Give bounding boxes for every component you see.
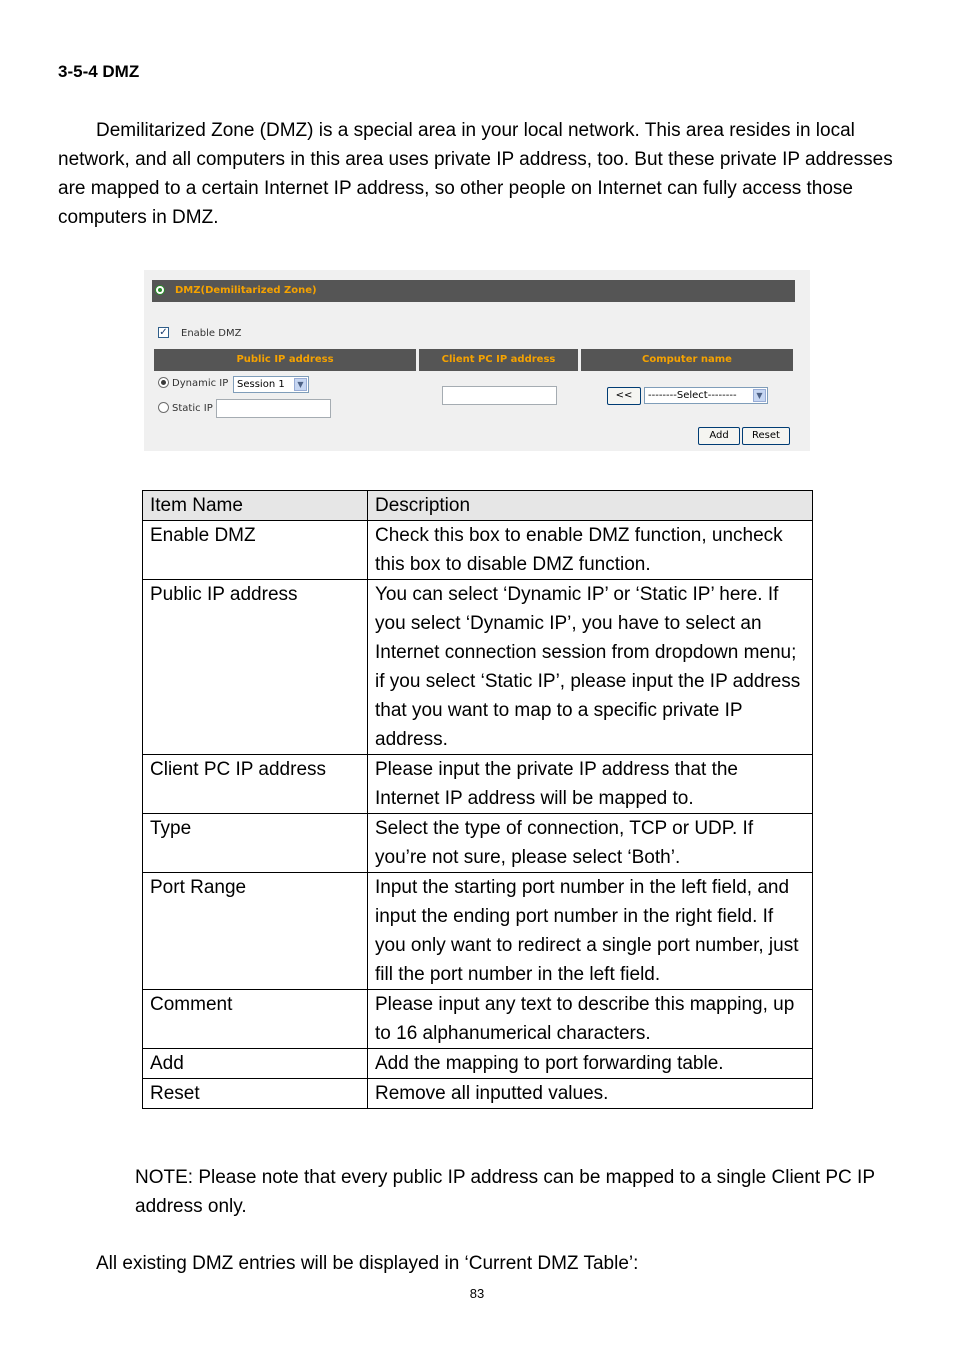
table-row	[143, 755, 813, 814]
footer-paragraph: All existing DMZ entries will be displayed in ‘Current DMZ Table’:	[96, 1253, 639, 1274]
table-row	[143, 873, 813, 990]
item-name-cell: Client PC IP address	[143, 755, 368, 814]
header-description: Description	[368, 491, 813, 521]
table-row	[143, 1079, 813, 1109]
enable-dmz-checkbox[interactable]: ✓	[159, 327, 168, 338]
bullet-icon	[155, 285, 165, 295]
enable-dmz-label: Enable DMZ	[181, 328, 242, 339]
description-cell: Please input the private IP address that the Internet IP address will be mapped to.	[368, 755, 813, 814]
dynamic-ip-label: Dynamic IP	[172, 378, 229, 389]
item-name-cell: Comment	[143, 990, 368, 1049]
static-ip-input[interactable]	[216, 399, 331, 418]
panel-title: DMZ(Demilitarized Zone)	[175, 285, 317, 296]
add-button[interactable]: Add	[698, 427, 740, 445]
dynamic-ip-radio[interactable]	[158, 377, 169, 388]
session-select[interactable]	[233, 376, 309, 393]
item-description-table	[142, 490, 813, 1109]
column-client-pc-ip: Client PC IP address	[419, 349, 578, 371]
page-number: 83	[469, 1286, 485, 1301]
chevron-down-icon: ▼	[294, 378, 307, 391]
section-heading: 3-5-4 DMZ	[58, 62, 140, 81]
description-cell: You can select ‘Dynamic IP’ or ‘Static IP’ here. If you select ‘Dynamic IP’, you have to select an Internet connection session from dropdown menu; if you select ‘Static IP’, please input the IP address that you want to map to a specific private IP address.	[368, 580, 813, 755]
panel-title-bar	[152, 280, 795, 302]
column-public-ip: Public IP address	[154, 349, 416, 371]
item-name-cell: Type	[143, 814, 368, 873]
computer-name-select[interactable]	[644, 387, 768, 404]
description-cell: Select the type of connection, TCP or UDP. If you’re not sure, please select ‘Both’.	[368, 814, 813, 873]
description-cell: Please input any text to describe this mapping, up to 16 alphanumerical characters.	[368, 990, 813, 1049]
static-ip-radio[interactable]	[158, 402, 169, 413]
client-pc-ip-input[interactable]	[442, 386, 557, 405]
table-header-row	[143, 491, 813, 521]
dmz-settings-screenshot	[144, 270, 810, 451]
description-cell: Input the starting port number in the left field, and input the ending port number in the right field. If you only want to redirect a single port number, just fill the port number in the left field.	[368, 873, 813, 990]
intro-text: Demilitarized Zone (DMZ) is a special area in your local network. This area resides in local network, and all computers in this area uses private IP address, too. But these private IP addresses are mapped to a certain Internet IP address, so other people on Internet can fully access those computers in DMZ.	[58, 120, 893, 228]
column-computer-name: Computer name	[581, 349, 793, 371]
item-name-cell: Port Range	[143, 873, 368, 990]
description-cell: Add the mapping to port forwarding table.	[368, 1049, 813, 1079]
computer-select-value: --------Select--------	[648, 390, 737, 401]
intro-paragraph	[58, 116, 898, 232]
description-cell: Remove all inputted values.	[368, 1079, 813, 1109]
description-cell: Check this box to enable DMZ function, uncheck this box to disable DMZ function.	[368, 521, 813, 580]
header-item-name: Item Name	[143, 491, 368, 521]
reset-button[interactable]: Reset	[742, 427, 790, 445]
table-row	[143, 990, 813, 1049]
table-row	[143, 580, 813, 755]
item-name-cell: Add	[143, 1049, 368, 1079]
table-row	[143, 521, 813, 580]
item-name-cell: Public IP address	[143, 580, 368, 755]
table-row	[143, 1049, 813, 1079]
copy-computer-button[interactable]: <<	[607, 387, 641, 405]
session-select-value: Session 1	[237, 379, 285, 390]
static-ip-label: Static IP	[172, 403, 213, 414]
table-row	[143, 814, 813, 873]
chevron-down-icon: ▼	[753, 389, 766, 402]
item-name-cell: Reset	[143, 1079, 368, 1109]
note-text: NOTE: Please note that every public IP address can be mapped to a single Client PC IP address only.	[135, 1167, 875, 1217]
item-name-cell: Enable DMZ	[143, 521, 368, 580]
